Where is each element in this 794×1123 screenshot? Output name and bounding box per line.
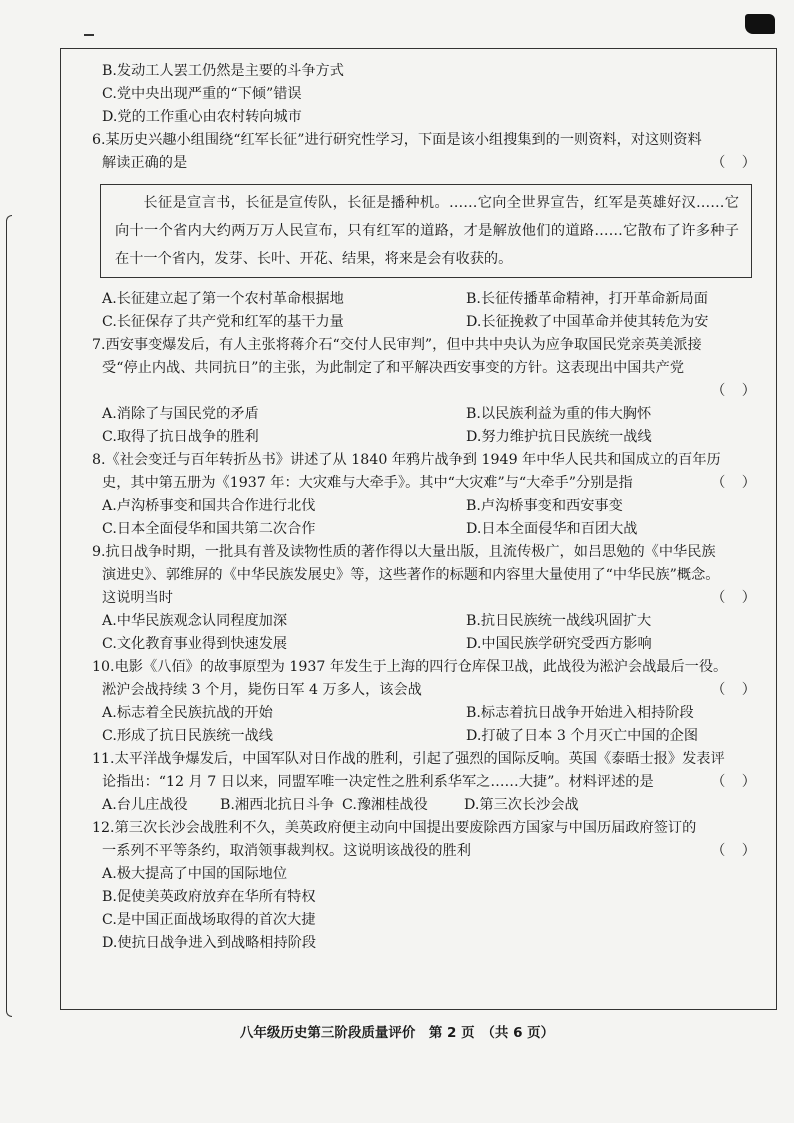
q6-material-text: 长征是宣言书，长征是宣传队，长征是播种机。……它向全世界宣告，红军是英雄好汉……它向十一个省内大约两万万人民宣布，只有红军的道路，才是解放他们的道路……它散布了许多种子在十一个省内，发芽、长叶、开花、结果，将来是会有收获的。	[115, 195, 739, 267]
binding-line	[6, 215, 12, 1017]
q8-option-c: C.日本全面侵华和国共第二次合作	[102, 521, 316, 537]
corner-tick-mark	[84, 34, 94, 36]
q8-stem-text: 史，其中第五册为《1937 年：大灾难与大牵手》。其中“大灾难”与“大牵手”分别是指	[102, 475, 633, 491]
q11-option-c: C.豫湘桂战役	[342, 797, 428, 813]
q12-option-c: C.是中国正面战场取得的首次大捷	[102, 912, 316, 928]
q11-options-row	[92, 794, 762, 817]
q8-options-row-1	[92, 495, 762, 518]
q6-answer-paren: （ ）	[711, 155, 762, 171]
q7-option-c: C.取得了抗日战争的胜利	[102, 429, 259, 445]
q7-option-b: B.以民族利益为重的伟大胸怀	[466, 406, 652, 422]
q10-options-row-2	[92, 725, 762, 748]
q11-stem-line-1: 11.太平洋战争爆发后，中国军队对日作战的胜利，引起了强烈的国际反响。英国《泰晤士报》发表评	[92, 751, 725, 767]
q9-stem-text: 这说明当时	[102, 590, 173, 606]
q12-option-d: D.使抗日战争进入到战略相持阶段	[102, 935, 317, 951]
q8-options-row-2	[92, 518, 762, 541]
q11-option-d: D.第三次长沙会战	[464, 797, 579, 813]
q6-stem-line-2	[92, 152, 762, 175]
q10-stem-text: 淞沪会战持续 3 个月，毙伤日军 4 万多人，该会战	[102, 682, 422, 698]
q7-option-a: A.消除了与国民党的矛盾	[102, 406, 259, 422]
q8-stem-line-2	[92, 472, 762, 495]
q11-answer-paren: （ ）	[711, 774, 762, 790]
q7-options-row-1	[92, 403, 762, 426]
q7-answer-paren: （ ）	[711, 383, 762, 399]
q9-options-row-2	[92, 633, 762, 656]
q12-option-a: A.极大提高了中国的国际地位	[102, 866, 288, 882]
q11-option-b: B.湘西北抗日斗争	[220, 797, 335, 813]
q9-option-b: B.抗日民族统一战线巩固扩大	[466, 613, 652, 629]
q6-option-b: B.长征传播革命精神，打开革命新局面	[466, 291, 708, 307]
q6-material-box	[100, 184, 752, 278]
q10-stem-line-2	[92, 679, 762, 702]
q9-option-d: D.中国民族学研究受西方影响	[466, 636, 652, 652]
q10-option-a: A.标志着全民族抗战的开始	[102, 705, 273, 721]
q12-stem-text: 一系列不平等条约，取消领事裁判权。这说明该战役的胜利	[102, 843, 471, 859]
q8-answer-paren: （ ）	[711, 475, 762, 491]
q7-stem-line-1: 7.西安事变爆发后，有人主张将蒋介石“交付人民审判”，但中共中央认为应争取国民党亲英美派接	[92, 337, 702, 353]
q9-stem-line-2: 演进史》、郭维屏的《中华民族发展史》等，这些著作的标题和内容里大量使用了“中华民族”概念。	[102, 567, 720, 583]
q9-option-c: C.文化教育事业得到快速发展	[102, 636, 288, 652]
q12-stem-line-1: 12.第三次长沙会战胜利不久，美英政府便主动向中国提出要废除西方国家与中国历届政府签订的	[92, 820, 697, 836]
q6-options-row-1	[92, 288, 762, 311]
q6-option-c: C.长征保存了共产党和红军的基干力量	[102, 314, 344, 330]
q10-options-row-1	[92, 702, 762, 725]
q7-option-d: D.努力维护抗日民族统一战线	[466, 429, 652, 445]
q8-option-b: B.卢沟桥事变和西安事变	[466, 498, 623, 514]
q10-option-d: D.打破了日本 3 个月灭亡中国的企图	[466, 728, 699, 744]
q10-stem-line-1: 10.电影《八佰》的故事原型为 1937 年发生于上海的四行仓库保卫战，此战役为淞沪会战最后一役。	[92, 659, 728, 675]
q5-option-d: D.党的工作重心由农村转向城市	[102, 109, 302, 125]
q12-option-b: B.促使美英政府放弃在华所有特权	[102, 889, 316, 905]
q7-stem-line-2: 受“停止内战、共同抗日”的主张，为此制定了和平解决西安事变的方针。这表现出中国共产党	[102, 360, 685, 376]
q7-options-row-2	[92, 426, 762, 449]
q12-stem-line-2	[92, 840, 762, 863]
q9-answer-paren: （ ）	[711, 590, 762, 606]
q8-stem-line-1: 8.《社会变迁与百年转折丛书》讲述了从 1840 年鸦片战争到 1949 年中华人民共和国成立的百年历	[92, 452, 721, 468]
q7-paren-line	[92, 380, 762, 403]
question-content	[92, 60, 762, 955]
q6-option-d: D.长征挽救了中国革命并使其转危为安	[466, 314, 709, 330]
q9-stem-line-3	[92, 587, 762, 610]
q10-option-c: C.形成了抗日民族统一战线	[102, 728, 273, 744]
scan-artifact-mark	[745, 14, 775, 34]
q11-stem-line-2	[92, 771, 762, 794]
q6-stem-line-1: 6.某历史兴趣小组围绕“红军长征”进行研究性学习，下面是该小组搜集到的一则资料，对这则资料	[92, 132, 702, 148]
q9-options-row-1	[92, 610, 762, 633]
q11-stem-text: 论指出：“12 月 7 日以来，同盟军唯一决定性之胜利系华军之……大捷”。材料评述的是	[102, 774, 654, 790]
q10-answer-paren: （ ）	[711, 682, 762, 698]
q5-option-b: B.发动工人罢工仍然是主要的斗争方式	[102, 63, 344, 79]
q8-option-d: D.日本全面侵华和百团大战	[466, 521, 638, 537]
q12-answer-paren: （ ）	[711, 843, 762, 859]
q8-option-a: A.卢沟桥事变和国共合作进行北伐	[102, 498, 316, 514]
q9-stem-line-1: 9.抗日战争时期，一批具有普及读物性质的著作得以大量出版，且流传极广，如吕思勉的《中华民族	[92, 544, 716, 560]
q10-option-b: B.标志着抗日战争开始进入相持阶段	[466, 705, 694, 721]
q9-option-a: A.中华民族观念认同程度加深	[102, 613, 288, 629]
q6-option-a: A.长征建立起了第一个农村革命根据地	[102, 291, 344, 307]
q11-option-a: A.台儿庄战役	[102, 797, 188, 813]
q6-options-row-2	[92, 311, 762, 334]
page-footer: 八年级历史第三阶段质量评价 第 2 页 （共 6 页）	[239, 1025, 555, 1041]
q6-stem-text: 解读正确的是	[102, 155, 188, 171]
q5-option-c: C.党中央出现严重的“下倾”错误	[102, 86, 302, 102]
